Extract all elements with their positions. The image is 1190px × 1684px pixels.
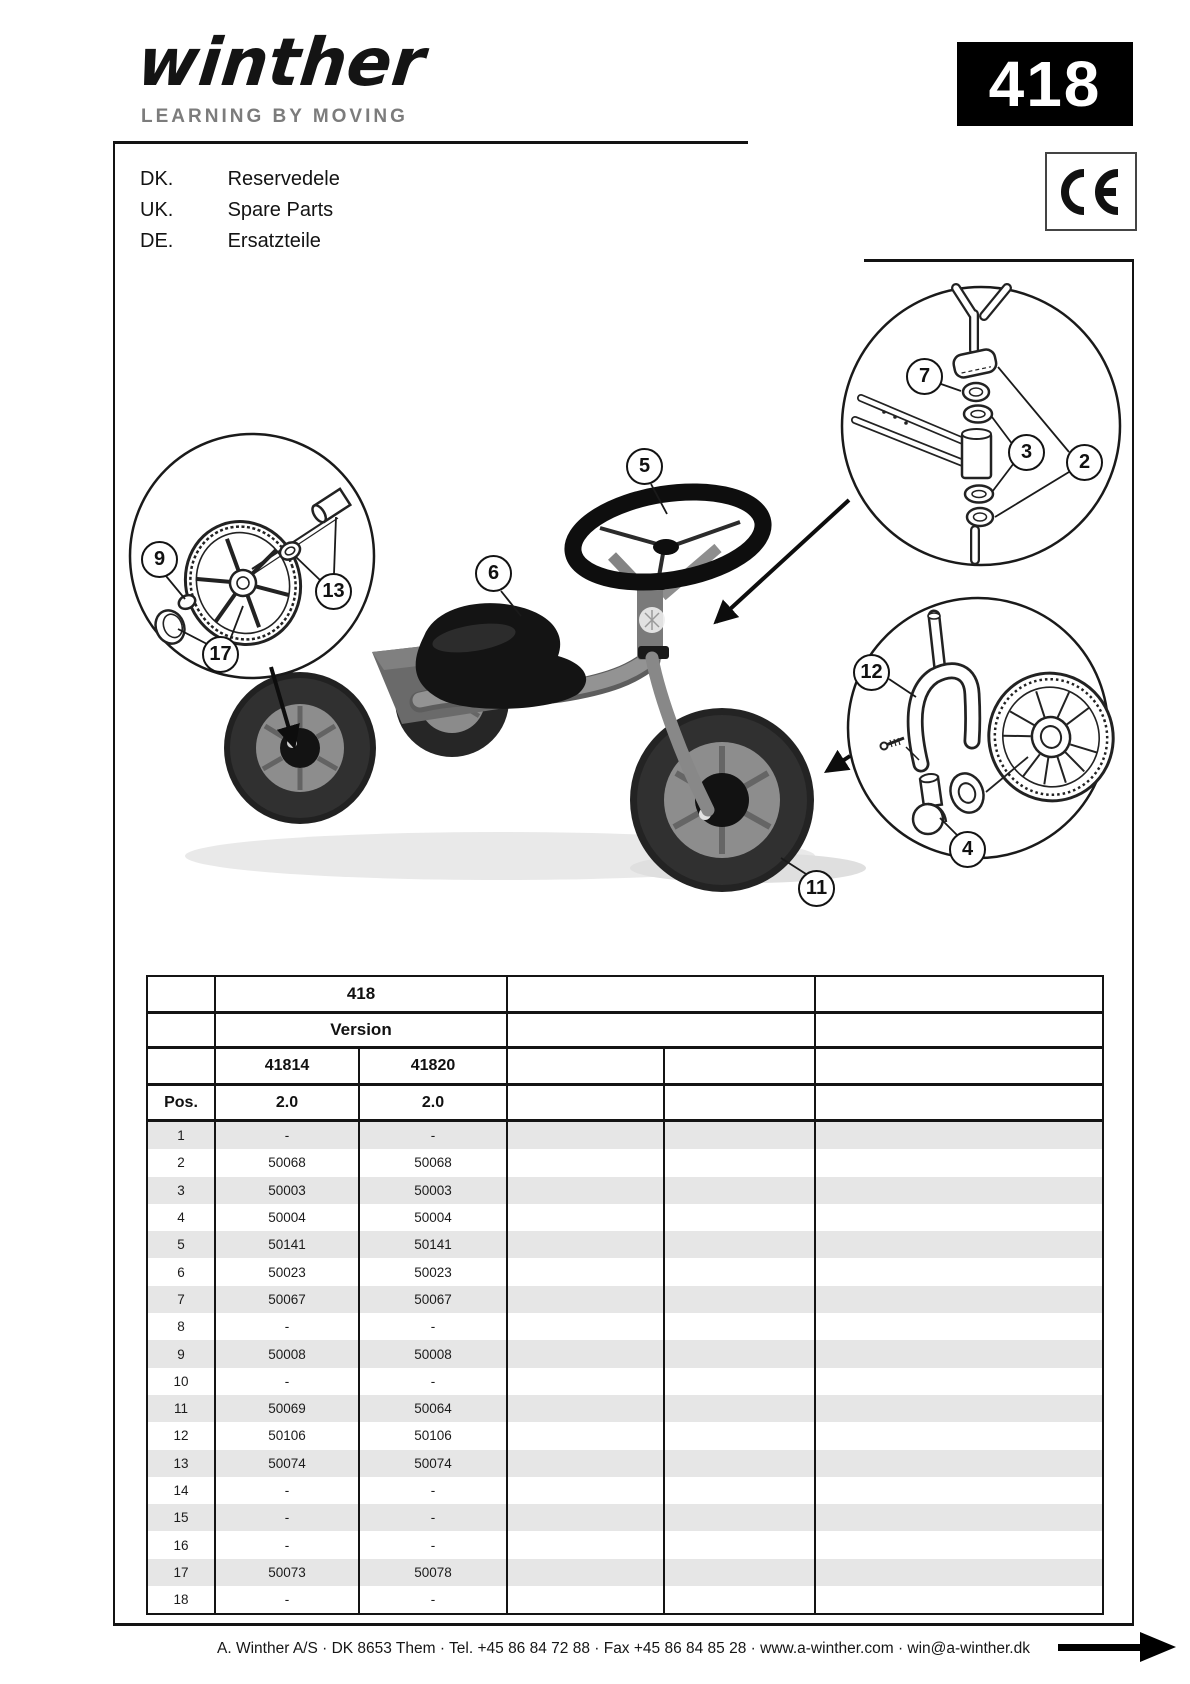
language-label: Spare Parts [227, 199, 334, 221]
blank-cell [507, 1258, 664, 1285]
part-number-cell-41814: - [215, 1504, 359, 1531]
table-row-group [147, 976, 1103, 1013]
blank-cell [815, 976, 1103, 1013]
part-number-cell-41820: - [359, 1586, 507, 1614]
blank-cell [815, 1504, 1103, 1531]
parts-table-row [147, 1422, 1103, 1449]
callout-2: 2 [1066, 444, 1103, 481]
blank-cell [815, 1368, 1103, 1395]
part-number-cell-41814: - [215, 1121, 359, 1150]
blank-cell [664, 1504, 815, 1531]
part-number-cell-41820: 50068 [359, 1149, 507, 1176]
next-page-arrow-head-icon [1140, 1632, 1176, 1662]
blank-cell [815, 1258, 1103, 1285]
pos-cell: 16 [147, 1531, 215, 1558]
blank-cell [815, 1559, 1103, 1586]
next-page-arrow-icon [1058, 1644, 1142, 1651]
parts-table [146, 975, 1104, 1615]
part-number-cell-41820: 50141 [359, 1231, 507, 1258]
inset-front-fork [848, 598, 1130, 858]
pos-cell: 4 [147, 1204, 215, 1231]
blank-cell [815, 1450, 1103, 1477]
blank-cell [507, 1231, 664, 1258]
callout-4: 4 [949, 831, 986, 868]
clamp-ring [963, 383, 989, 401]
part-number-cell-41814: 50067 [215, 1286, 359, 1313]
language-label: Ersatzteile [227, 230, 321, 252]
pos-cell: 2 [147, 1149, 215, 1176]
blank-cell [664, 1586, 815, 1614]
pos-cell: 3 [147, 1177, 215, 1204]
blank-cell [815, 1231, 1103, 1258]
blank-cell [664, 1121, 815, 1150]
frame-top-border [113, 141, 748, 144]
part-number-cell-41820: 50064 [359, 1395, 507, 1422]
blank-cell [664, 1231, 815, 1258]
blank-cell [147, 1013, 215, 1048]
pos-cell: 17 [147, 1559, 215, 1586]
parts-table-row [147, 1231, 1103, 1258]
part-number-cell-41820: 50106 [359, 1422, 507, 1449]
part-number-cell-41820: 50067 [359, 1286, 507, 1313]
tricycle-diagram [113, 245, 1134, 915]
blank-cell [815, 1204, 1103, 1231]
lower-washer [965, 486, 993, 503]
part-number-cell-41820: 50074 [359, 1450, 507, 1477]
ce-mark-icon [1056, 166, 1126, 218]
part-number-cell-41820: - [359, 1504, 507, 1531]
blank-cell [664, 1531, 815, 1558]
callout-11: 11 [798, 870, 835, 907]
callout-7: 7 [906, 358, 943, 395]
pos-cell: 11 [147, 1395, 215, 1422]
blank-cell [664, 1395, 815, 1422]
pos-cell: 9 [147, 1340, 215, 1367]
language-code: DK. [140, 168, 174, 190]
part-number-cell-41814: - [215, 1477, 359, 1504]
pos-cell: 18 [147, 1586, 215, 1614]
blank-cell [815, 1395, 1103, 1422]
parts-table-row [147, 1395, 1103, 1422]
blank-cell [664, 1368, 815, 1395]
blank-cell [507, 1313, 664, 1340]
frame-bottom-border [113, 1623, 1134, 1626]
parts-table-row [147, 1286, 1103, 1313]
language-code: UK. [140, 199, 174, 221]
blank-cell [507, 1085, 664, 1121]
upper-washer [964, 406, 992, 423]
blank-cell [664, 1258, 815, 1285]
blank-cell [507, 1368, 664, 1395]
blank-cell [147, 1048, 215, 1085]
blank-cell [815, 1586, 1103, 1614]
pos-cell: 10 [147, 1368, 215, 1395]
blank-cell [507, 1204, 664, 1231]
lower-ring [967, 508, 993, 526]
blank-cell [147, 976, 215, 1013]
blank-cell [507, 1149, 664, 1176]
version-cell: 2.0 [215, 1085, 359, 1121]
parts-table-row [147, 1531, 1103, 1558]
blank-cell [664, 1340, 815, 1367]
blank-cell [815, 1531, 1103, 1558]
part-number-cell-41820: 50078 [359, 1559, 507, 1586]
pos-cell: 5 [147, 1231, 215, 1258]
parts-table-row [147, 1586, 1103, 1614]
blank-cell [664, 1048, 815, 1085]
callout-3: 3 [1008, 434, 1045, 471]
parts-table-row [147, 1477, 1103, 1504]
blank-cell [507, 1286, 664, 1313]
blank-cell [507, 1422, 664, 1449]
blank-cell [815, 1340, 1103, 1367]
winther-logo: winther [134, 24, 429, 101]
logo-tagline: LEARNING BY MOVING [141, 106, 408, 127]
callout-13: 13 [315, 573, 352, 610]
version-cell: 2.0 [359, 1085, 507, 1121]
blank-cell [664, 1204, 815, 1231]
blank-cell [507, 1559, 664, 1586]
blank-cell [507, 1395, 664, 1422]
language-label: Reservedele [227, 168, 340, 190]
blank-cell [664, 1422, 815, 1449]
blank-cell [815, 1048, 1103, 1085]
part-number-cell-41814: 50074 [215, 1450, 359, 1477]
part-number-cell-41820: - [359, 1121, 507, 1150]
blank-cell [815, 1085, 1103, 1121]
blank-cell [507, 1340, 664, 1367]
parts-table-row [147, 1559, 1103, 1586]
pos-cell: 8 [147, 1313, 215, 1340]
part-number-cell-41820: 50004 [359, 1204, 507, 1231]
part-number-cell-41814: 50023 [215, 1258, 359, 1285]
parts-table-row [147, 1313, 1103, 1340]
blank-cell [815, 1422, 1103, 1449]
blank-cell [815, 1286, 1103, 1313]
parts-table-row [147, 1204, 1103, 1231]
blank-cell [664, 1177, 815, 1204]
language-row [140, 168, 540, 191]
blank-cell [507, 976, 815, 1013]
table-row-version [147, 1013, 1103, 1048]
callout-5: 5 [626, 448, 663, 485]
blank-cell [815, 1149, 1103, 1176]
blank-cell [507, 1177, 664, 1204]
parts-table-row [147, 1149, 1103, 1176]
part-number-cell-41820: - [359, 1531, 507, 1558]
blank-cell [664, 1313, 815, 1340]
pos-cell: 1 [147, 1121, 215, 1150]
part-number-cell-41820: - [359, 1477, 507, 1504]
head-sleeve [962, 429, 991, 478]
parts-table-row [147, 1368, 1103, 1395]
pos-cell: 15 [147, 1504, 215, 1531]
model-cell: 41814 [215, 1048, 359, 1085]
parts-table-row [147, 1258, 1103, 1285]
part-number-cell-41820: 50023 [359, 1258, 507, 1285]
blank-cell [664, 1477, 815, 1504]
part-number-cell-41820: 50003 [359, 1177, 507, 1204]
language-code: DE. [140, 230, 174, 252]
parts-table-row [147, 1121, 1103, 1150]
blank-cell [507, 1477, 664, 1504]
part-number-cell-41814: 50069 [215, 1395, 359, 1422]
seat [416, 603, 587, 709]
blank-cell [507, 1450, 664, 1477]
group-title-cell: 418 [215, 976, 507, 1013]
language-row [140, 199, 540, 222]
part-number-cell-41814: 50003 [215, 1177, 359, 1204]
callout-6: 6 [475, 555, 512, 592]
table-row-models [147, 1048, 1103, 1085]
blank-cell [664, 1559, 815, 1586]
pos-cell: 13 [147, 1450, 215, 1477]
blank-cell [507, 1531, 664, 1558]
blank-cell [664, 1286, 815, 1313]
blank-cell [815, 1477, 1103, 1504]
part-number-cell-41814: - [215, 1531, 359, 1558]
version-label-cell: Version [215, 1013, 507, 1048]
part-number-cell-41820: - [359, 1313, 507, 1340]
pos-cell: 12 [147, 1422, 215, 1449]
part-number-cell-41814: - [215, 1368, 359, 1395]
blank-cell [507, 1586, 664, 1614]
blank-cell [507, 1504, 664, 1531]
part-number-cell-41820: - [359, 1368, 507, 1395]
parts-table-row [147, 1450, 1103, 1477]
pos-cell: 6 [147, 1258, 215, 1285]
model-number-badge: 418 [957, 42, 1133, 126]
callout-9: 9 [141, 541, 178, 578]
blank-cell [815, 1013, 1103, 1048]
callout-17: 17 [202, 636, 239, 673]
blank-cell [507, 1013, 815, 1048]
parts-table-row [147, 1504, 1103, 1531]
blank-cell [815, 1121, 1103, 1150]
part-number-cell-41814: 50008 [215, 1340, 359, 1367]
part-number-cell-41814: - [215, 1586, 359, 1614]
pos-cell: 7 [147, 1286, 215, 1313]
blank-cell [815, 1177, 1103, 1204]
part-number-cell-41814: 50068 [215, 1149, 359, 1176]
parts-table-row [147, 1177, 1103, 1204]
blank-cell [664, 1085, 815, 1121]
parts-table-row [147, 1340, 1103, 1367]
parts-table-body [147, 1121, 1103, 1615]
steering-wheel [566, 480, 769, 595]
blank-cell [664, 1450, 815, 1477]
blank-cell [507, 1048, 664, 1085]
part-number-cell-41814: 50106 [215, 1422, 359, 1449]
part-number-cell-41814: 50004 [215, 1204, 359, 1231]
pos-header-cell: Pos. [147, 1085, 215, 1121]
table-row-pos-header [147, 1085, 1103, 1121]
part-number-cell-41814: 50073 [215, 1559, 359, 1586]
pos-cell: 14 [147, 1477, 215, 1504]
blank-cell [507, 1121, 664, 1150]
blank-cell [664, 1149, 815, 1176]
part-number-cell-41814: 50141 [215, 1231, 359, 1258]
part-number-cell-41814: - [215, 1313, 359, 1340]
blank-cell [815, 1313, 1103, 1340]
front-wheel [630, 708, 814, 892]
rear-left-wheel [224, 672, 376, 824]
inset-steering-column [842, 287, 1120, 565]
ce-mark [1045, 152, 1137, 231]
footer-contact: A. Winther A/S · DK 8653 Them · Tel. +45 86 84 72 88 · Fax +45 86 84 85 28 · www.a-winther.com · win@a-winther.dk [217, 1640, 1030, 1657]
model-cell: 41820 [359, 1048, 507, 1085]
part-number-cell-41820: 50008 [359, 1340, 507, 1367]
callout-12: 12 [853, 654, 890, 691]
